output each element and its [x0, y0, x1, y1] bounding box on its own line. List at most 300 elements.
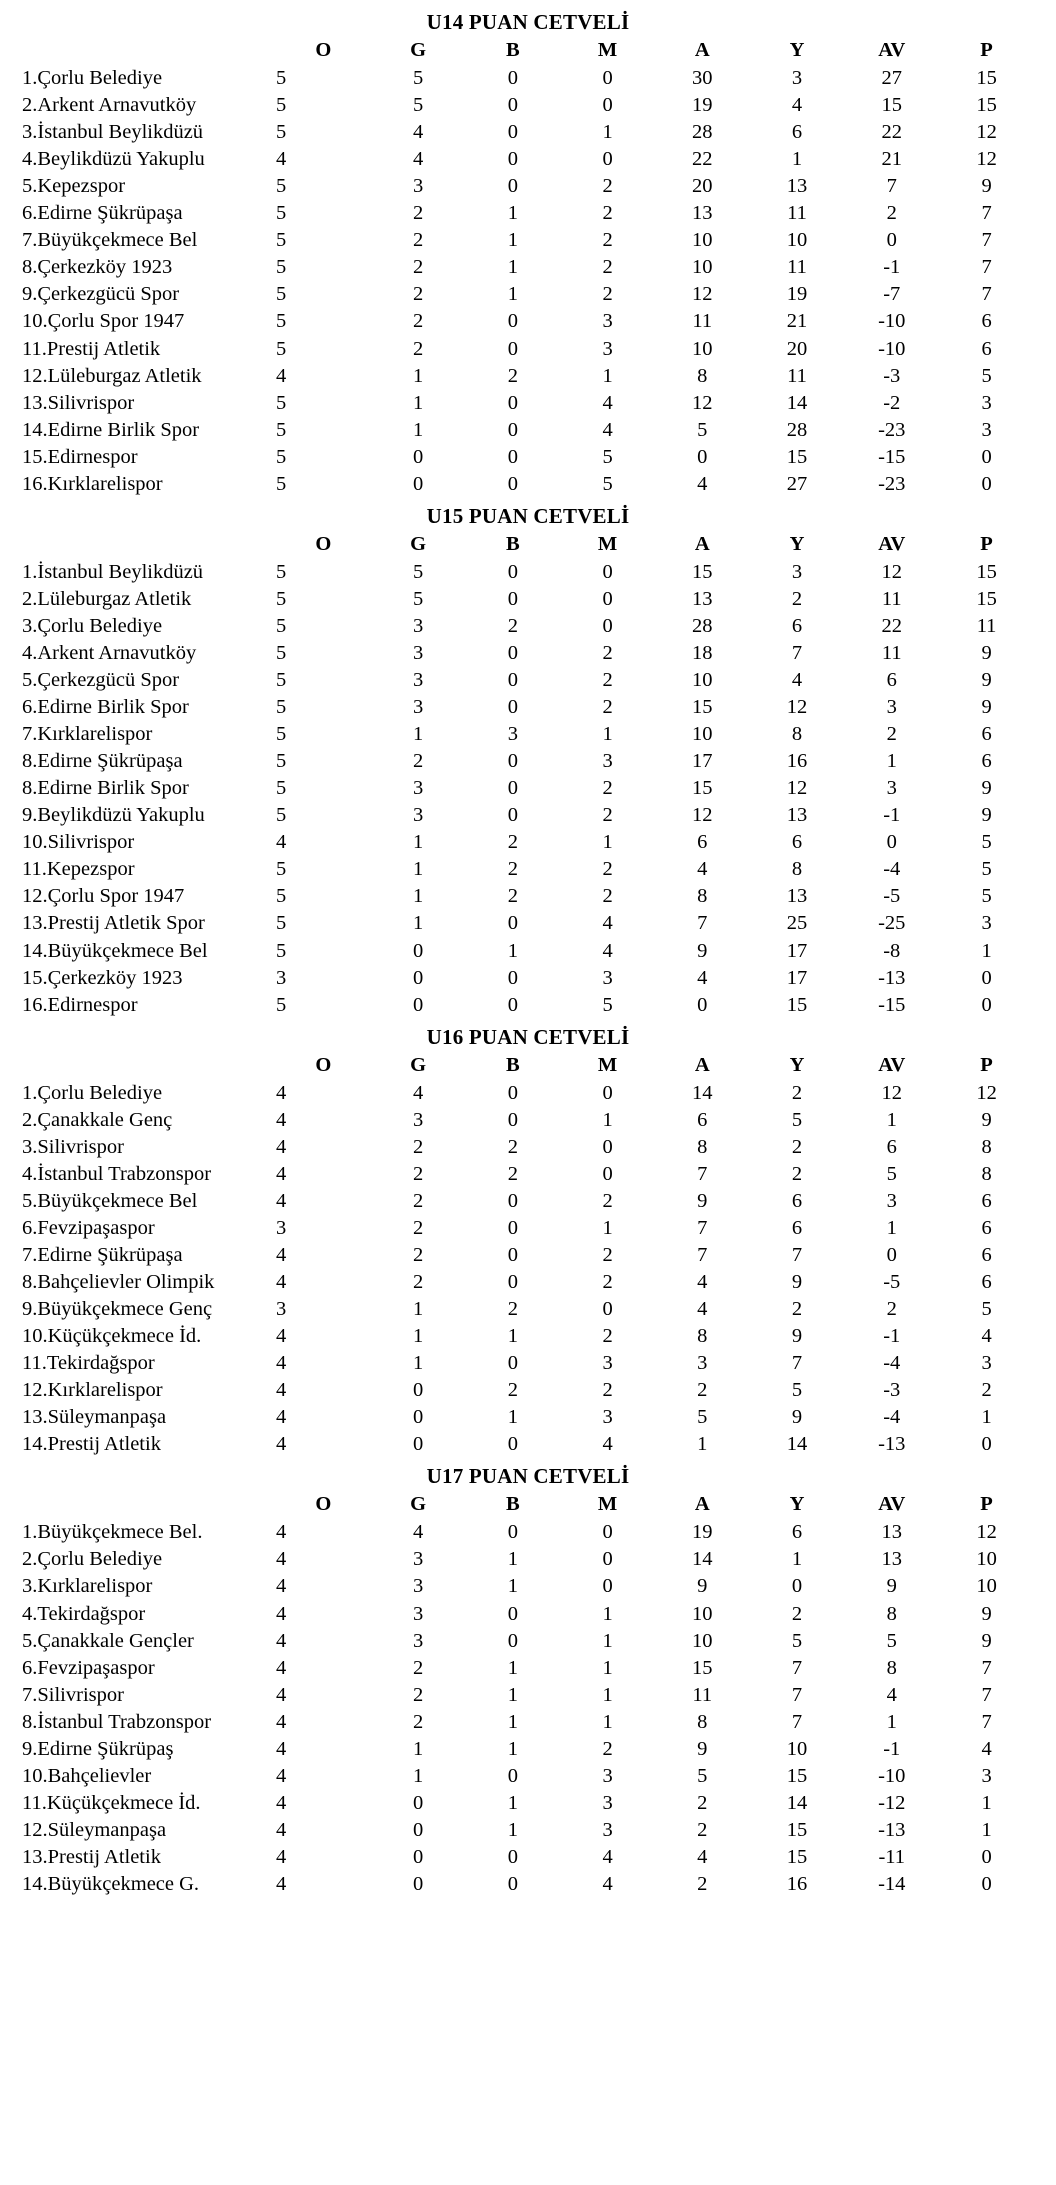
cell-a: 2 [697, 1379, 708, 1402]
cell-m: 1 [602, 1683, 613, 1706]
cell-p: 1 [981, 1406, 992, 1429]
cell-b: 1 [507, 1683, 518, 1706]
cell-y: 25 [786, 912, 808, 935]
cell-m: 0 [602, 1081, 613, 1104]
cell-y: 15 [786, 1845, 808, 1868]
cell-g: 2 [412, 1710, 424, 1733]
cell-a: 12 [692, 804, 713, 827]
cell-p: 0 [981, 1873, 992, 1895]
cell-y: 3 [791, 67, 803, 90]
cell-g: 0 [412, 445, 424, 468]
cell-av: 4 [886, 1683, 897, 1706]
cell-b: 0 [507, 445, 518, 468]
cell-m: 0 [602, 94, 613, 117]
cell-g: 2 [412, 1162, 424, 1185]
cell-av: 2 [886, 202, 897, 225]
cell-y: 6 [791, 614, 803, 637]
cell-m: 4 [602, 912, 613, 935]
cell-b: 1 [507, 1406, 518, 1429]
cell-a: 12 [692, 283, 713, 306]
team-name: 5.Çerkezgücü Spor [22, 669, 180, 692]
cell-b: 0 [507, 1189, 518, 1212]
cell-g: 2 [412, 229, 424, 252]
column-header-p: P [980, 1493, 993, 1516]
cell-a: 14 [692, 1548, 713, 1571]
cell-a: 10 [692, 337, 713, 360]
cell-o: 5 [276, 750, 287, 773]
team-name: 16.Kırklarelispor [22, 472, 163, 495]
cell-g: 1 [412, 418, 424, 441]
cell-o: 4 [276, 1135, 287, 1158]
cell-p: 0 [981, 472, 992, 495]
cell-g: 0 [412, 1406, 424, 1429]
table-row [22, 748, 1034, 775]
cell-b: 1 [507, 229, 518, 252]
table-row [22, 1242, 1034, 1269]
team-name: 4.Arkent Arnavutköy [22, 641, 197, 664]
cell-a: 9 [697, 1737, 708, 1760]
cell-av: 9 [886, 1575, 897, 1598]
column-header-y: Y [789, 532, 805, 555]
cell-g: 1 [412, 1352, 424, 1375]
table-row [22, 1296, 1034, 1323]
column-header-m: M [597, 1053, 618, 1076]
table-row [22, 390, 1034, 417]
cell-av: -13 [878, 966, 906, 989]
team-name: 3.Silivrispor [22, 1135, 124, 1158]
cell-o: 3 [276, 1216, 287, 1239]
cell-g: 0 [412, 1433, 424, 1456]
cell-a: 10 [692, 723, 713, 746]
cell-o: 5 [276, 418, 287, 441]
cell-b: 2 [507, 1298, 518, 1321]
column-header-team [22, 1052, 276, 1080]
cell-m: 3 [602, 1406, 613, 1429]
column-header-o: O [315, 1493, 332, 1516]
cell-b: 0 [507, 1216, 518, 1239]
cell-m: 2 [602, 1379, 613, 1402]
cell-o: 5 [276, 337, 287, 360]
cell-av: 1 [886, 1710, 897, 1733]
cell-av: 15 [881, 94, 903, 117]
cell-p: 3 [981, 1764, 992, 1787]
cell-m: 5 [602, 472, 613, 495]
cell-m: 0 [602, 1162, 613, 1185]
team-name: 1.Çorlu Belediye [22, 1081, 163, 1104]
column-header-b: B [505, 1493, 520, 1516]
cell-p: 10 [976, 1575, 997, 1598]
team-name: 8.İstanbul Trabzonspor [22, 1710, 212, 1733]
cell-b: 2 [507, 1379, 518, 1402]
cell-b: 0 [507, 1845, 518, 1868]
table-row [22, 254, 1034, 281]
cell-g: 2 [412, 1243, 424, 1266]
cell-b: 0 [507, 1602, 518, 1625]
cell-av: -5 [883, 1271, 901, 1294]
cell-p: 6 [981, 750, 992, 773]
cell-p: 0 [981, 1433, 992, 1456]
column-header-av: AV [878, 532, 906, 555]
table-row [22, 1323, 1034, 1350]
cell-y: 15 [786, 1818, 808, 1841]
cell-a: 5 [697, 1406, 708, 1429]
cell-p: 5 [981, 858, 992, 881]
cell-p: 7 [981, 1656, 992, 1679]
cell-a: 19 [692, 94, 713, 117]
table-row [22, 829, 1034, 856]
cell-av: -13 [878, 1818, 906, 1841]
cell-y: 15 [786, 1764, 808, 1787]
cell-a: 18 [692, 641, 713, 664]
cell-av: 3 [886, 777, 897, 800]
cell-m: 0 [602, 1521, 613, 1544]
team-name: 12.Çorlu Spor 1947 [22, 885, 185, 908]
table-row [22, 336, 1034, 363]
column-header-b: B [505, 1053, 520, 1076]
table-row [22, 1736, 1034, 1763]
cell-o: 5 [276, 310, 287, 333]
cell-o: 5 [276, 229, 287, 252]
cell-o: 4 [276, 1379, 287, 1402]
column-header-team [22, 1491, 276, 1519]
cell-y: 5 [791, 1108, 803, 1131]
cell-m: 2 [602, 1189, 613, 1212]
team-name: 8.Bahçelievler Olimpik [22, 1271, 215, 1294]
table-row [22, 1107, 1034, 1134]
cell-g: 0 [412, 939, 424, 962]
cell-y: 6 [791, 1216, 803, 1239]
cell-b: 0 [507, 1521, 518, 1544]
table-row [22, 1763, 1034, 1790]
table-row [22, 200, 1034, 227]
table-row [22, 1519, 1034, 1546]
column-header-o: O [315, 1053, 332, 1076]
cell-y: 3 [791, 560, 803, 583]
table-row [22, 586, 1034, 613]
cell-y: 14 [786, 1791, 808, 1814]
team-name: 10.Küçükçekmece İd. [22, 1325, 202, 1348]
cell-y: 7 [791, 1656, 803, 1679]
cell-o: 3 [276, 1298, 287, 1321]
cell-m: 2 [602, 175, 613, 198]
cell-o: 4 [276, 1602, 287, 1625]
cell-av: -10 [878, 337, 906, 360]
cell-g: 1 [412, 1325, 424, 1348]
cell-g: 1 [412, 1764, 424, 1787]
table-header-row [22, 37, 1034, 65]
cell-o: 4 [276, 1818, 287, 1841]
table-row [22, 1628, 1034, 1655]
cell-y: 9 [791, 1325, 803, 1348]
cell-a: 6 [697, 831, 708, 854]
cell-o: 4 [276, 1629, 287, 1652]
cell-p: 7 [981, 256, 992, 279]
cell-y: 4 [791, 94, 803, 117]
cell-a: 15 [692, 777, 713, 800]
cell-m: 2 [602, 256, 613, 279]
team-name: 9.Çerkezgücü Spor [22, 283, 180, 306]
cell-a: 6 [697, 1108, 708, 1131]
team-name: 2.Arkent Arnavutköy [22, 94, 197, 117]
table-row [22, 1844, 1034, 1871]
cell-av: -1 [883, 804, 901, 827]
cell-m: 0 [602, 587, 613, 610]
cell-b: 0 [507, 472, 518, 495]
standings-block [0, 8, 1056, 498]
cell-p: 9 [981, 669, 992, 692]
cell-o: 5 [276, 587, 287, 610]
cell-b: 0 [507, 337, 518, 360]
cell-p: 12 [976, 1081, 997, 1104]
team-name: 3.Çorlu Belediye [22, 614, 163, 637]
cell-a: 3 [697, 1352, 708, 1375]
cell-b: 2 [507, 364, 518, 387]
team-name: 13.Süleymanpaşa [22, 1406, 167, 1429]
cell-m: 0 [602, 1575, 613, 1598]
team-name: 1.Çorlu Belediye [22, 67, 163, 90]
cell-av: 8 [886, 1602, 897, 1625]
column-header-y: Y [789, 1493, 805, 1516]
standings-title: U15 PUAN CETVELİ [426, 503, 630, 528]
cell-a: 7 [697, 1162, 708, 1185]
column-header-b: B [505, 39, 520, 61]
cell-av: 21 [881, 148, 903, 171]
cell-o: 5 [276, 472, 287, 495]
cell-b: 2 [507, 831, 518, 854]
cell-b: 2 [507, 1135, 518, 1158]
team-name: 10.Silivrispor [22, 831, 135, 854]
cell-g: 4 [412, 121, 424, 144]
cell-g: 1 [412, 723, 424, 746]
cell-a: 22 [692, 148, 713, 171]
cell-p: 2 [981, 1379, 992, 1402]
cell-a: 13 [692, 202, 713, 225]
cell-g: 1 [412, 912, 424, 935]
cell-av: -23 [878, 472, 906, 495]
column-header-av: AV [878, 1493, 906, 1516]
table-row [22, 802, 1034, 829]
cell-av: -1 [883, 1737, 901, 1760]
cell-y: 12 [786, 777, 808, 800]
cell-m: 2 [602, 1271, 613, 1294]
column-header-p: P [980, 532, 993, 555]
cell-av: 13 [881, 1521, 903, 1544]
cell-o: 5 [276, 696, 287, 719]
cell-p: 15 [976, 560, 997, 583]
cell-av: -12 [878, 1791, 906, 1814]
cell-a: 12 [692, 391, 713, 414]
cell-p: 3 [981, 912, 992, 935]
cell-y: 2 [791, 1162, 803, 1185]
table-row [22, 471, 1034, 498]
team-name: 15.Edirnespor [22, 445, 138, 468]
cell-m: 2 [602, 777, 613, 800]
table-row [22, 1573, 1034, 1600]
cell-g: 3 [412, 669, 424, 692]
cell-y: 6 [791, 1521, 803, 1544]
cell-b: 0 [507, 804, 518, 827]
cell-a: 7 [697, 1243, 708, 1266]
team-name: 8.Edirne Birlik Spor [22, 777, 189, 800]
cell-av: -4 [883, 1406, 901, 1429]
cell-g: 2 [412, 256, 424, 279]
team-name: 12.Kırklarelispor [22, 1379, 163, 1402]
cell-a: 28 [692, 614, 713, 637]
cell-a: 8 [697, 885, 708, 908]
cell-av: 12 [881, 1081, 903, 1104]
cell-g: 4 [412, 148, 424, 171]
cell-av: 5 [886, 1162, 897, 1185]
cell-g: 3 [412, 1575, 424, 1598]
cell-y: 16 [786, 750, 808, 773]
table-row [22, 1601, 1034, 1628]
standings-block [0, 502, 1056, 1019]
cell-g: 0 [412, 966, 424, 989]
cell-o: 5 [276, 669, 287, 692]
cell-av: 27 [881, 67, 903, 90]
cell-o: 4 [276, 1764, 287, 1787]
cell-o: 5 [276, 777, 287, 800]
cell-av: 1 [886, 1108, 897, 1131]
cell-g: 5 [412, 94, 424, 117]
cell-y: 2 [791, 587, 803, 610]
cell-p: 15 [976, 94, 997, 117]
cell-o: 4 [276, 1656, 287, 1679]
cell-m: 4 [602, 1845, 613, 1868]
cell-o: 3 [276, 966, 287, 989]
cell-m: 1 [602, 1710, 613, 1733]
cell-y: 5 [791, 1629, 803, 1652]
cell-o: 4 [276, 148, 287, 171]
table-row [22, 173, 1034, 200]
cell-p: 6 [981, 723, 992, 746]
team-name: 13.Silivrispor [22, 391, 135, 414]
standings-title: U14 PUAN CETVELİ [426, 10, 630, 34]
team-name: 5.Büyükçekmece Bel [22, 1189, 198, 1212]
cell-y: 10 [786, 229, 808, 252]
cell-p: 6 [981, 337, 992, 360]
cell-b: 0 [507, 1629, 518, 1652]
cell-g: 0 [412, 993, 424, 1016]
cell-b: 0 [507, 1352, 518, 1375]
cell-p: 9 [981, 696, 992, 719]
cell-g: 1 [412, 391, 424, 414]
cell-a: 5 [697, 1764, 708, 1787]
cell-o: 4 [276, 1189, 287, 1212]
cell-g: 0 [412, 1873, 424, 1895]
table-row [22, 281, 1034, 308]
cell-m: 2 [602, 641, 613, 664]
cell-m: 3 [602, 310, 613, 333]
team-name: 7.Büyükçekmece Bel [22, 229, 198, 252]
cell-o: 5 [276, 283, 287, 306]
table-header-row [22, 1052, 1034, 1080]
cell-a: 2 [697, 1873, 708, 1895]
cell-av: 12 [881, 560, 903, 583]
cell-av: -14 [878, 1873, 906, 1895]
cell-y: 9 [791, 1406, 803, 1429]
cell-p: 7 [981, 283, 992, 306]
cell-p: 12 [976, 121, 997, 144]
cell-g: 2 [412, 1656, 424, 1679]
table-row [22, 1350, 1034, 1377]
cell-av: 5 [886, 1629, 897, 1652]
cell-b: 1 [507, 283, 518, 306]
cell-y: 1 [791, 1548, 803, 1571]
cell-p: 9 [981, 175, 992, 198]
table-header-row [22, 531, 1034, 559]
cell-b: 0 [507, 777, 518, 800]
standings-tables-container [0, 8, 1056, 1898]
column-header-g: G [410, 1493, 427, 1516]
cell-m: 2 [602, 858, 613, 881]
cell-b: 0 [507, 993, 518, 1016]
cell-b: 0 [507, 966, 518, 989]
cell-b: 0 [507, 1243, 518, 1266]
cell-g: 1 [412, 1298, 424, 1321]
cell-b: 0 [507, 418, 518, 441]
cell-m: 0 [602, 67, 613, 90]
cell-b: 0 [507, 669, 518, 692]
cell-p: 4 [981, 1737, 992, 1760]
cell-b: 1 [507, 1325, 518, 1348]
table-row [22, 1682, 1034, 1709]
cell-o: 4 [276, 831, 287, 854]
cell-p: 6 [981, 1271, 992, 1294]
cell-o: 4 [276, 1873, 287, 1895]
cell-b: 0 [507, 310, 518, 333]
table-row [22, 146, 1034, 173]
cell-g: 2 [412, 1271, 424, 1294]
cell-o: 4 [276, 1737, 287, 1760]
table-row [22, 667, 1034, 694]
cell-y: 6 [791, 1189, 803, 1212]
cell-b: 0 [507, 750, 518, 773]
cell-y: 4 [791, 669, 803, 692]
cell-a: 4 [697, 966, 708, 989]
cell-y: 13 [786, 175, 808, 198]
cell-b: 0 [507, 696, 518, 719]
cell-y: 2 [791, 1298, 803, 1321]
team-name: 3.Kırklarelispor [22, 1575, 153, 1598]
cell-b: 1 [507, 939, 518, 962]
cell-o: 4 [276, 1845, 287, 1868]
cell-g: 2 [412, 202, 424, 225]
cell-m: 3 [602, 1764, 613, 1787]
cell-m: 1 [602, 1216, 613, 1239]
cell-y: 16 [786, 1873, 808, 1895]
table-row [22, 1269, 1034, 1296]
cell-a: 8 [697, 364, 708, 387]
team-name: 14.Edirne Birlik Spor [22, 418, 200, 441]
cell-a: 9 [697, 1189, 708, 1212]
cell-b: 0 [507, 1108, 518, 1131]
cell-a: 19 [692, 1521, 713, 1544]
cell-p: 12 [976, 148, 997, 171]
table-row [22, 1709, 1034, 1736]
cell-a: 14 [692, 1081, 713, 1104]
cell-a: 8 [697, 1325, 708, 1348]
cell-a: 17 [692, 750, 713, 773]
cell-av: -7 [883, 283, 901, 306]
cell-y: 20 [786, 337, 808, 360]
cell-a: 4 [697, 1271, 708, 1294]
team-name: 11.Tekirdağspor [22, 1352, 155, 1375]
column-header-m: M [597, 1493, 618, 1516]
table-row [22, 1817, 1034, 1844]
team-name: 9.Beylikdüzü Yakuplu [22, 804, 205, 827]
table-row [22, 1161, 1034, 1188]
